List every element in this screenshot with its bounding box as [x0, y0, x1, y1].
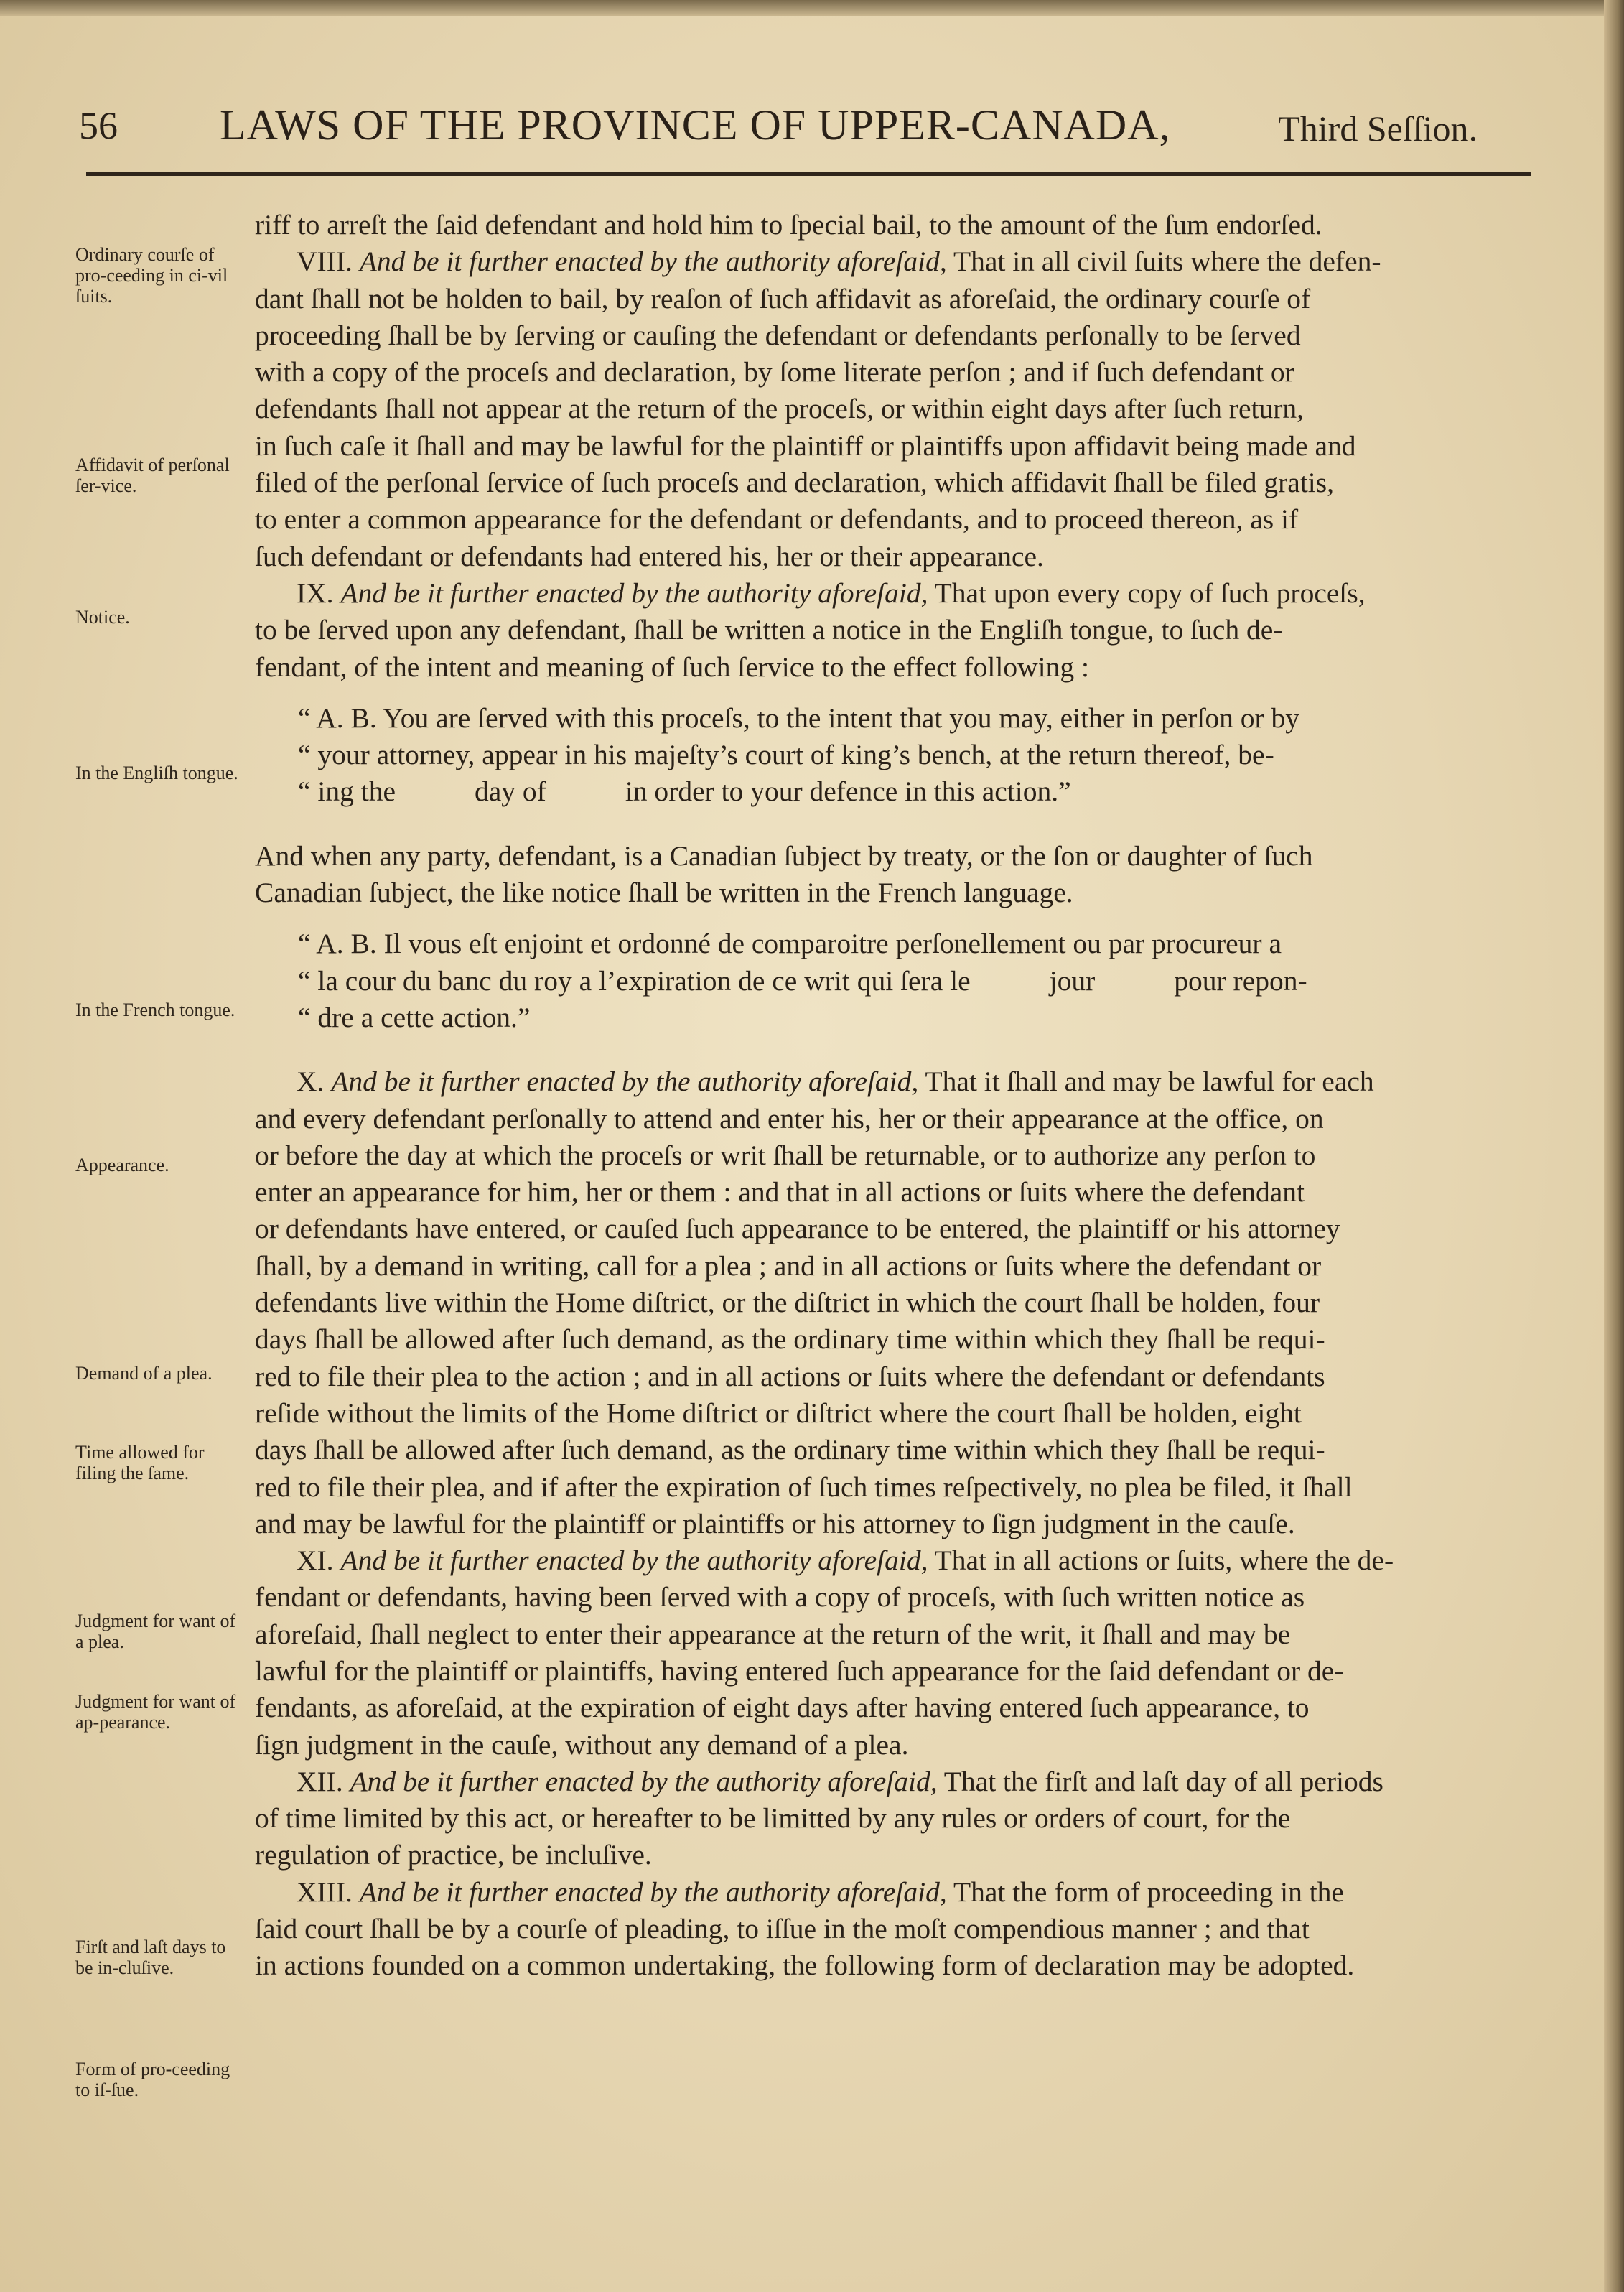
text-line: days ſhall be allowed after ſuch demand, as the ordinary time within which they ſhall be requi- — [255, 1434, 1325, 1466]
text-line: or before the day at which the proceſs or writ ſhall be returnable, or to authorize any perſon to — [255, 1139, 1316, 1171]
text-line: dant ſhall not be holden to bail, by reaſon of ſuch affidavit as aforeſaid, the ordinary courſe of — [255, 282, 1311, 315]
enacting-formula: And be it further enacted by the authority aforeſaid, — [359, 246, 947, 278]
english-notice-line: “ ing the day of in order to your defence in this action.” — [298, 775, 1071, 808]
margin-notes — [75, 0, 248, 2292]
french-notice-line: “ dre a cette action.” — [298, 1001, 531, 1033]
margin-note-notice: Notice. — [75, 607, 130, 628]
header-rule — [86, 172, 1531, 176]
text-line: That in all actions or ſuits, where the de- — [934, 1545, 1394, 1577]
section-number: XI. — [297, 1545, 334, 1577]
text-line: and every defendant perſonally to attend and enter his, her or their appearance at the office, on — [255, 1102, 1324, 1135]
text-line: enter an appearance for him, her or them : and that in all actions or ſuits where the defendant — [255, 1176, 1305, 1208]
text-line: to enter a common appearance for the defendant or defendants, and to proceed thereon, as if — [255, 503, 1299, 536]
text-line: regulation of practice, be incluſive. — [255, 1839, 652, 1871]
text-line: red to file their plea, and if after the expiration of ſuch times reſpectively, no plea be filed, it ſhall — [255, 1471, 1353, 1503]
french-notice-line: “ A. B. Il vous eſt enjoint et ordonné de comparoitre perſonellement ou par procureur a — [298, 928, 1282, 960]
enacting-formula: And be it further enacted by the authority aforeſaid, — [350, 1765, 938, 1797]
text-line: of time limited by this act, or hereafter to be limitted by any rules or orders of court, for the — [255, 1802, 1291, 1835]
margin-note-english-tongue: In the Engliſh tongue. — [75, 763, 238, 783]
margin-note-affidavit: Affidavit of perſonal ſer-vice. — [75, 455, 230, 496]
section-number: X. — [297, 1066, 325, 1098]
page-number: 56 — [79, 104, 118, 147]
text-line: defendants live within the Home diſtrict, or the diſtrict in which the court ſhall be holden, four — [255, 1287, 1320, 1319]
text-line: proceeding ſhall be by ſerving or cauſing the defendant or defendants perſonally to be ſerved — [255, 319, 1301, 351]
margin-note-time-allowed: Time allowed for filing the ſame. — [75, 1442, 205, 1483]
text-line: That it ſhall and may be lawful for each — [925, 1066, 1374, 1098]
text-line: ſhall, by a demand in writing, call for a plea ; and in all actions or ſuits where the defendant or — [255, 1249, 1322, 1282]
margin-note-first-last-days: Firſt and laſt days to be in-cluſive. — [75, 1937, 226, 1978]
margin-note-judgment-appearance: Judgment for want of ap-pearance. — [75, 1691, 236, 1733]
text-line: riff to arreſt the ſaid defendant and hold him to ſpecial bail, to the amount of the ſum endorſed. — [255, 209, 1322, 241]
section-8-heading — [255, 243, 1526, 280]
section-10-heading — [255, 1063, 1526, 1100]
text-line: And when any party, defendant, is a Canadian ſubject by treaty, or the ſon or daughter of ſuch — [255, 839, 1313, 872]
text-line: defendants ſhall not appear at the return of the proceſs, or within eight days after ſuch return, — [255, 393, 1304, 425]
running-title: LAWS OF THE PROVINCE OF UPPER-CANADA, — [220, 101, 1171, 149]
text-line: red to file their plea to the action ; and in all actions or ſuits where the defendant or defendants — [255, 1360, 1325, 1392]
margin-note-form-proceeding: Form of pro-ceeding to iſ-ſue. — [75, 2059, 230, 2100]
text-line: That the form of proceeding in the — [953, 1876, 1344, 1908]
french-notice-line: “ la cour du banc du roy a l’expiration de ce writ qui ſera le jour pour repon- — [298, 964, 1307, 997]
text-line: fendant or defendants, having been ſerved with a copy of proceſs, with ſuch written notice as — [255, 1581, 1305, 1613]
section-11-heading — [255, 1542, 1526, 1579]
session-label: Third Seſſion. — [1278, 108, 1478, 149]
section-number: XII. — [297, 1765, 343, 1797]
running-header — [63, 101, 1513, 165]
text-line: aforeſaid, ſhall neglect to enter their appearance at the return of the writ, it ſhall and may be — [255, 1618, 1291, 1650]
section-number: XIII. — [297, 1876, 353, 1908]
text-line: or defendants have entered, or cauſed ſuch appearance to be entered, the plaintiff or his attorney — [255, 1213, 1340, 1245]
text-line: fendant, of the intent and meaning of ſuch ſervice to the effect following : — [255, 651, 1089, 683]
section-12-heading — [255, 1764, 1526, 1800]
section-13-heading — [255, 1874, 1526, 1911]
text-line: ſign judgment in the cauſe, without any demand of a plea. — [255, 1728, 909, 1761]
section-number: VIII. — [297, 246, 353, 278]
text-line: with a copy of the proceſs and declaration, by ſome literate perſon ; and if ſuch defendant or — [255, 356, 1294, 388]
margin-note-judgment-plea: Judgment for want of a plea. — [75, 1611, 236, 1652]
text-line: to be ſerved upon any defendant, ſhall be written a notice in the Engliſh tongue, to ſuch de- — [255, 614, 1283, 646]
enacting-formula: And be it further enacted by the authority aforeſaid, — [359, 1876, 947, 1908]
text-line: Canadian ſubject, the like notice ſhall be written in the French language. — [255, 877, 1073, 909]
text-line: That in all civil ſuits where the defen- — [953, 246, 1381, 278]
section-9-heading — [255, 575, 1526, 612]
enacting-formula: And be it further enacted by the authority aforeſaid, — [340, 1545, 928, 1577]
text-line: ſaid court ſhall be by a courſe of pleading, to iſſue in the moſt compendious manner ; and that — [255, 1913, 1310, 1945]
text-line: in ſuch caſe it ſhall and may be lawful for the plaintiff or plaintiffs upon affidavit being made and — [255, 429, 1356, 462]
text-line: reſide without the limits of the Home diſtrict or diſtrict where the court ſhall be holden, eight — [255, 1397, 1302, 1429]
margin-note-appearance: Appearance. — [75, 1155, 169, 1175]
text-line: fendants, as aforeſaid, at the expiration of eight days after having entered ſuch appearance, to — [255, 1692, 1310, 1724]
text-line: in actions founded on a common undertaking, the following form of declaration may be adopted. — [255, 1949, 1355, 1982]
body-text — [255, 207, 1526, 1985]
text-line: That the firſt and laſt day of all periods — [943, 1765, 1383, 1797]
margin-note-demand-plea: Demand of a plea. — [75, 1363, 213, 1384]
english-notice-line: “ A. B. You are ſerved with this proceſs, to the intent that you may, either in perſon or by — [298, 702, 1300, 734]
text-line: filed of the perſonal ſervice of ſuch proceſs and declaration, which affidavit ſhall be filed gratis, — [255, 467, 1334, 499]
text-line: lawful for the plaintiff or plaintiffs, having entered ſuch appearance for the ſaid defendant or de- — [255, 1654, 1344, 1687]
page-binding-edge — [1604, 0, 1624, 2292]
margin-note-french-tongue: In the French tongue. — [75, 1000, 235, 1020]
margin-note-ordinary-course: Ordinary courſe of pro-ceeding in ci-vil ſuits. — [75, 244, 228, 307]
text-line: That upon every copy of ſuch proceſs, — [934, 577, 1366, 609]
text-line: ſuch defendant or defendants had entered his, her or their appearance. — [255, 540, 1044, 572]
enacting-formula: And be it further enacted by the authority aforeſaid, — [331, 1066, 919, 1098]
section-number: IX. — [297, 577, 334, 609]
enacting-formula: And be it further enacted by the authority aforeſaid, — [340, 577, 928, 609]
text-line: and may be lawful for the plaintiff or plaintiffs or his attorney to ſign judgment in the cauſe. — [255, 1507, 1295, 1539]
text-line: days ſhall be allowed after ſuch demand, as the ordinary time within which they ſhall be requi- — [255, 1323, 1325, 1356]
english-notice-line: “ your attorney, appear in his majeſty’s court of king’s bench, at the return thereof, be- — [298, 739, 1274, 771]
